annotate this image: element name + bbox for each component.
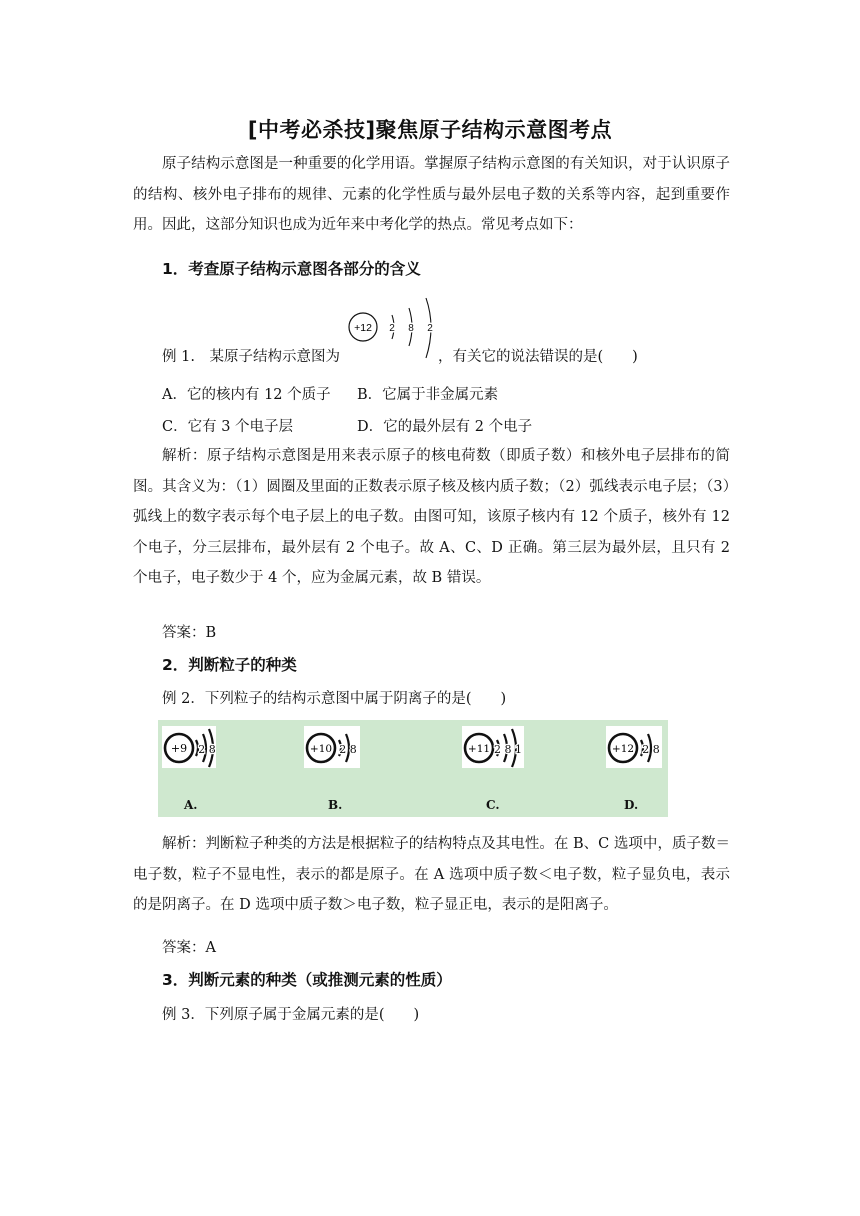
choice-b-diagram <box>304 726 360 768</box>
option-c: C．它有 3 个电子层 <box>162 419 294 435</box>
analysis-2: 解析：判断粒子种类的方法是根据粒子的结构特点及其电性。在 B、C 选项中，质子数＝电子数，粒子不显电性，表示的都是原子。在 A 选项中质子数＜电子数，粒子显负电，表示的是阴离子。在 D 选项中质子数＞电子数，粒子显正电，表示的是阳离子。 <box>133 836 730 913</box>
nucleus-a: +9 <box>170 742 188 755</box>
shells-c: 2 8 1 <box>494 743 522 756</box>
example-1-suffix: ，有关它的说法错误的是( ) <box>438 349 638 365</box>
choice-a-diagram <box>162 726 216 768</box>
intro-paragraph: 原子结构示意图是一种重要的化学用语。掌握原子结构示意图的有关知识，对于认识原子的结构、核外电子排布的规律、元素的化学性质与最外层电子数的关系等内容，起到重要作用。因此，这部分知识也成为近年来中考化学的热点。常见考点如下： <box>133 156 730 233</box>
nucleus-c: +11 <box>467 743 491 755</box>
shells-a: 2 8 <box>198 743 216 756</box>
page-title: [中考必杀技]聚焦原子结构示意图考点 <box>247 118 613 142</box>
choice-d-diagram <box>606 726 662 768</box>
shell-2-count: 8 <box>408 323 414 334</box>
answer-2: 答案：A <box>162 940 216 956</box>
choice-b-label: B. <box>328 798 343 812</box>
analysis-1: 解析：原子结构示意图是用来表示原子的核电荷数（即质子数）和核外电子层排布的简图。其含义为：（1）圆圈及里面的正数表示原子核及核内质子数；（2）弧线表示电子层；（3）弧线上的数字表示每个电子层上的电子数。由图可知，该原子核内有 12 个质子，核外有 12 个电子，分三层排布，最外层有 2 个电子。故 A、C、D 正确。第三层为最外层，且只有 2 个电子，电子数少于 4 个，应为金属元素，故 B 错误。 <box>133 448 730 586</box>
choice-panel <box>158 720 668 817</box>
choice-d-label: D. <box>624 798 639 812</box>
option-d: D．它的最外层有 2 个电子 <box>357 419 533 435</box>
shell-1-count: 2 <box>389 323 395 334</box>
section-2-heading: 2．判断粒子的种类 <box>162 656 297 674</box>
shells-d: 2 8 <box>642 743 660 756</box>
example-3-question: 例 3．下列原子属于金属元素的是( ) <box>162 1007 420 1023</box>
shells-b: 2 8 <box>339 743 357 756</box>
choice-c-diagram <box>462 726 524 768</box>
section-1-heading: 1．考查原子结构示意图各部分的含义 <box>162 260 421 278</box>
example-1-prefix: 例 1. 某原子结构示意图为 <box>162 349 340 365</box>
atom-diagram-mg <box>346 296 441 364</box>
section-3-heading: 3．判断元素的种类（或推测元素的性质） <box>162 971 452 989</box>
choice-c-label: C. <box>486 798 500 812</box>
answer-1: 答案：B <box>162 625 217 641</box>
nucleus-charge: +12 <box>354 322 372 334</box>
shell-3-count: 2 <box>427 323 433 334</box>
option-a: A．它的核内有 12 个质子 <box>162 387 331 403</box>
option-b: B．它属于非金属元素 <box>357 387 499 403</box>
nucleus-b: +10 <box>309 743 333 755</box>
example-2-question: 例 2．下列粒子的结构示意图中属于阴离子的是( ) <box>162 691 507 707</box>
nucleus-d: +12 <box>611 743 635 755</box>
choice-a-label: A. <box>184 798 198 812</box>
